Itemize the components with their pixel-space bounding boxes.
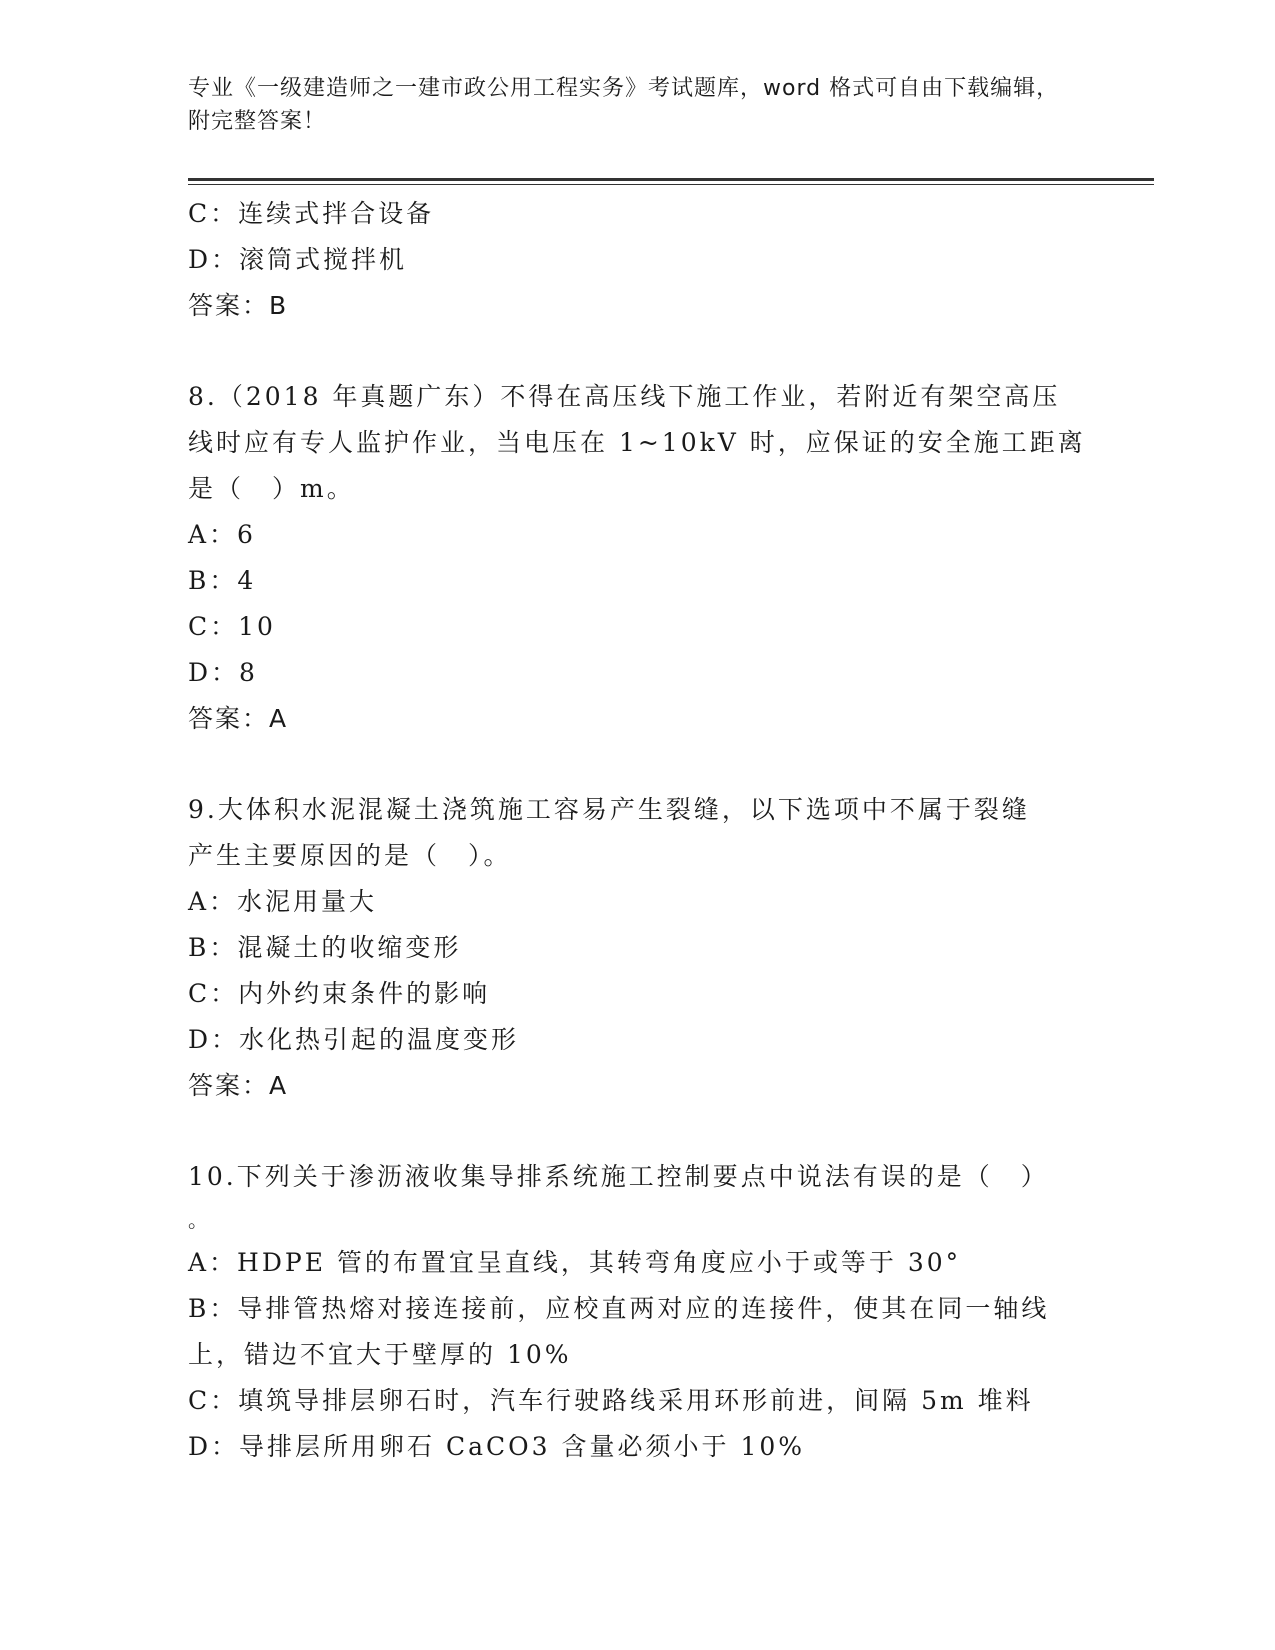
question-text: 是（ ）m。	[188, 474, 355, 503]
question-7-tail	[188, 191, 1088, 329]
question-text: 产生主要原因的是（ ）。	[188, 841, 512, 870]
option-a: A：6	[188, 520, 256, 549]
option-d: D：水化热引起的温度变形	[188, 1025, 520, 1054]
option-c: C：10	[188, 612, 276, 641]
page-header: 专业《一级建造师之一建市政公用工程实务》考试题库，word 格式可自由下载编辑，附完整答案！	[188, 76, 1060, 134]
option-b: B：4	[188, 566, 257, 595]
option-c: C：填筑导排层卵石时，汽车行驶路线采用环形前进，间隔 5m 堆料	[188, 1386, 1034, 1415]
option-d: D：导排层所用卵石 CaCO3 含量必须小于 10%	[188, 1432, 806, 1461]
header-rule-thick	[188, 178, 1154, 181]
question-list	[188, 191, 1088, 1470]
answer: 答案：A	[188, 1071, 289, 1100]
question-8	[188, 374, 1088, 742]
question-text: 8.（2018 年真题广东）不得在高压线下施工作业，若附近有架空高压	[188, 382, 1061, 411]
option-c: C：内外约束条件的影响	[188, 979, 491, 1008]
option-b: B：导排管热熔对接连接前，应校直两对应的连接件，使其在同一轴线	[188, 1294, 1050, 1323]
option-d: D：8	[188, 658, 258, 687]
question-text: 10.下列关于渗沥液收集导排系统施工控制要点中说法有误的是（ ）	[188, 1162, 1049, 1191]
answer: 答案：B	[188, 291, 289, 320]
question-text: 线时应有专人监护作业，当电压在 1~10kV 时，应保证的安全施工距离	[188, 428, 1086, 457]
option-a: A：HDPE 管的布置宜呈直线，其转弯角度应小于或等于 30°	[188, 1248, 962, 1277]
option-b: B：混凝土的收缩变形	[188, 933, 462, 962]
header-rule-thin	[188, 184, 1154, 185]
option-d: D：滚筒式搅拌机	[188, 245, 408, 274]
question-10	[188, 1154, 1088, 1470]
answer: 答案：A	[188, 704, 289, 733]
option-c: C：连续式拌合设备	[188, 199, 435, 228]
option-b-continued: 上，错边不宜大于壁厚的 10%	[188, 1340, 572, 1369]
question-9	[188, 787, 1088, 1109]
option-a: A：水泥用量大	[188, 887, 378, 916]
question-text: 。	[188, 1208, 211, 1232]
question-text: 9.大体积水泥混凝土浇筑施工容易产生裂缝，以下选项中不属于裂缝	[188, 795, 1030, 824]
